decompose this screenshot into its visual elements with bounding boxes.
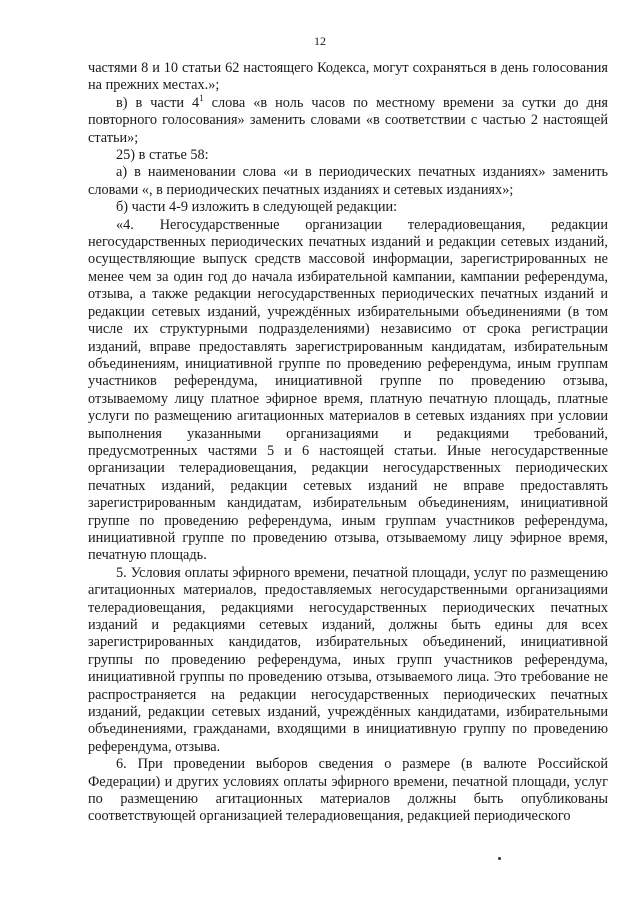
paragraph-1: частями 8 и 10 статьи 62 настоящего Кодекса, могут сохраняться в день голосования на прежних местах.»; (88, 60, 608, 94)
page-number: 12 (314, 34, 326, 48)
scan-speck (498, 857, 501, 860)
paragraph-7: 5. Условия оплаты эфирного времени, печатной площади, услуг по размещению агитационных материалов, предоставляемых негосударственными организациями телерадиовещания, редакциями негосударственных периодических печатных изданий и редакциями сетевых изданий, должны быть едины для всех зарегистрированных кандидатов, избирательных объединений, инициативной группы по проведению референдума, иных групп участников референдума, инициативной группы по проведению отзыва, отзываемого лица. Это требование не распространяется на редакции негосударственных периодических печатных изданий, редакции сетевых изданий, учреждённых кандидатами, избирательными объединениями, гражданами, входящими в инициативную группу по проведению референдума, отзыва. (88, 564, 608, 755)
paragraph-2: в) в части $4^1$ слова «в ноль часов по местному времени за сутки до дня повторного голосования» заменить словами «в соответствии с частью 2 настоящей статьи»; (88, 92, 608, 146)
paragraph-6: «4. Негосударственные организации телерадиовещания, редакции негосударственных периодических печатных изданий и редакции сетевых изданий, осуществляющие выпуск средств массовой информации, зарегистрированных не менее чем за один год до начала избирательной кампании, кампании референдума, отзыва, а также редакции негосударственных периодических печатных изданий и редакции сетевых изданий, учреждённых избирательными объединениями (в том числе их структурными подразделениями) независимо от срока регистрации изданий, вправе предоставлять зарегистрированным кандидатам, избирательным объединениям, инициативной группе по проведению референдума, иным группам участников референдума, инициативной группе по проведению отзыва, отзываемому лицу платное эфирное время, платную печатную площадь, платные услуги по размещению агитационных материалов в сетевых изданиях при условии выполнения указанными организациями и редакциями требований, предусмотренных частями 5 и 6 настоящей статьи. Иные негосударственные организации телерадиовещания, редакции негосударственных периодических печатных изданий, редакции сетевых изданий не вправе предоставлять зарегистрированным кандидатам, избирательным объединениям, инициативной группе по проведению референдума, иным группам участников референдума, инициативной группе по проведению отзыва, отзываемому лицу эфирное время, печатную площадь. (88, 216, 608, 564)
paragraph-4: а) в наименовании слова «и в периодических печатных изданиях» заменить словами «, в периодических печатных изданиях и сетевых изданиях»; (88, 164, 608, 198)
paragraph-3: 25) в статье 58: (116, 147, 209, 164)
document-body (88, 60, 608, 826)
superscript-1: 1 (199, 92, 204, 103)
paragraph-8: 6. При проведении выборов сведения о размере (в валюте Российской Федерации) и других условиях оплаты эфирного времени, печатной площади, услуг по размещению агитационных материалов должны быть опубликованы соответствующей организацией телерадиовещания, редакцией периодического (88, 756, 608, 825)
paragraph-5: б) части 4-9 изложить в следующей редакции: (116, 199, 398, 216)
